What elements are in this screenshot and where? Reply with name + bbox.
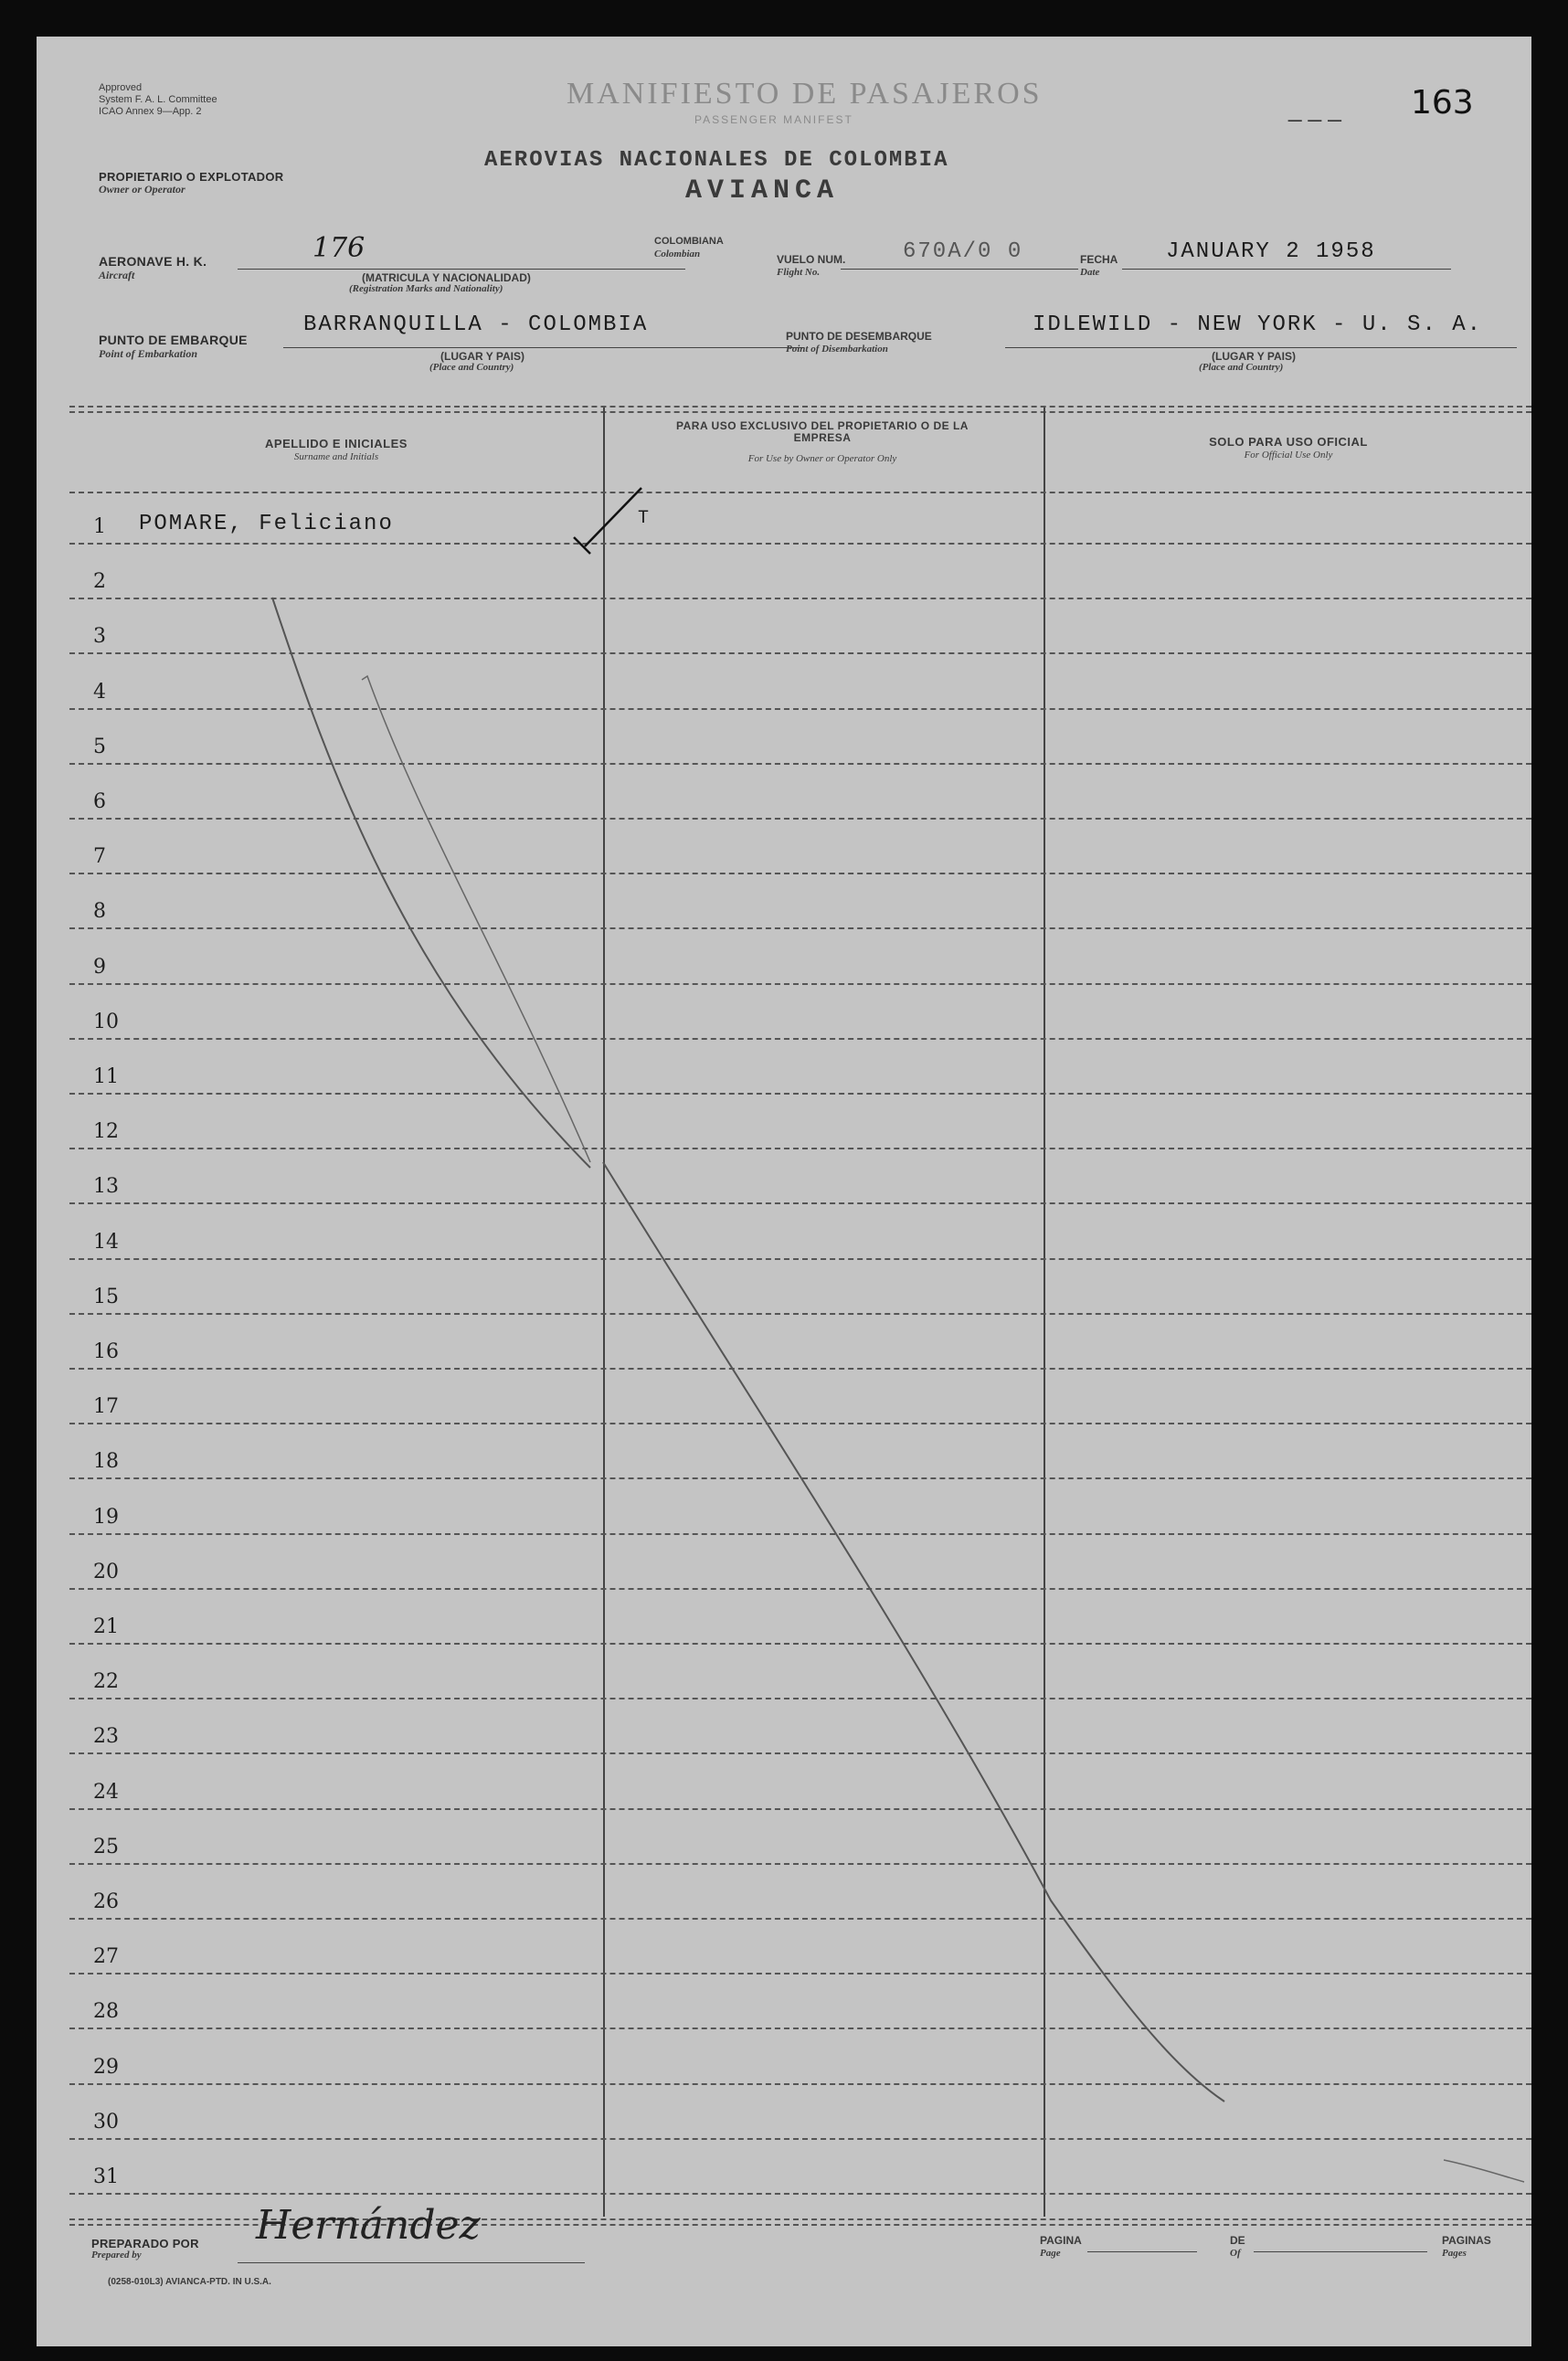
row-number: 27: [93, 1945, 119, 1968]
row-number: 5: [93, 736, 106, 758]
row-number: 31: [93, 2165, 119, 2188]
pages-label-en: Pages: [1442, 2248, 1467, 2259]
row-number: 6: [93, 790, 106, 813]
owner-column-header: PARA USO EXCLUSIVO DEL PROPIETARIO O DE LA EMPRESA: [676, 419, 969, 444]
embarkation-label: PUNTO DE EMBARQUE: [99, 333, 248, 347]
row-number: 7: [93, 845, 106, 868]
approval-line-2: System F. A. L. Committee: [99, 94, 217, 105]
disembarkation-caption-en: (Place and Country): [1199, 362, 1284, 373]
row-number: 15: [93, 1286, 119, 1308]
page-label: PAGINA: [1040, 2234, 1082, 2247]
check-mark: [585, 488, 641, 546]
disembarkation-label-en: Point of Disembarkation: [786, 344, 888, 355]
flight-label-en: Flight No.: [777, 267, 821, 278]
manifest-title: MANIFIESTO DE PASAJEROS: [567, 77, 1043, 111]
row-number: 21: [93, 1615, 119, 1638]
row-number: 23: [93, 1725, 119, 1748]
manifest-sheet: [37, 37, 1531, 2346]
flight-label: VUELO NUM.: [777, 253, 846, 266]
owner-column-header-en: For Use by Owner or Operator Only: [747, 453, 897, 464]
approval-line-1: Approved: [99, 82, 143, 93]
page-number: 163: [1411, 84, 1474, 122]
disembarkation-value: IDLEWILD - NEW YORK - U. S. A.: [1033, 312, 1483, 337]
prepared-by-label-en: Prepared by: [91, 2250, 142, 2260]
row-number: 25: [93, 1836, 119, 1858]
row-number: 2: [93, 570, 106, 593]
operator-name: AEROVIAS NACIONALES DE COLOMBIA: [484, 148, 949, 173]
cancel-stroke-3: [603, 1162, 1224, 2102]
embarkation-label-en: Point of Embarkation: [99, 347, 198, 360]
passenger-name: POMARE, Feliciano: [139, 512, 394, 536]
row-number: 14: [93, 1231, 119, 1254]
row-number: 28: [93, 2000, 119, 2023]
of-label: DE: [1230, 2234, 1245, 2247]
row-number: 10: [93, 1011, 119, 1033]
operator-label-en: Owner or Operator: [99, 183, 185, 196]
row-number: 13: [93, 1175, 119, 1198]
row-number: 26: [93, 1890, 119, 1913]
preparer-signature: Hernández: [256, 2202, 481, 2249]
row-number: 3: [93, 625, 106, 648]
cancel-stroke-1: [272, 598, 590, 1168]
row-number: 24: [93, 1781, 119, 1804]
disembarkation-label: PUNTO DE DESEMBARQUE: [786, 330, 932, 343]
row-number: 29: [93, 2056, 119, 2079]
nationality: COLOMBIANA: [654, 236, 724, 247]
row-number: 4: [93, 681, 106, 704]
page-label-en: Page: [1040, 2248, 1061, 2259]
row-number: 12: [93, 1120, 119, 1143]
name-column-header: APELLIDO E INICIALES: [265, 437, 408, 450]
flight-date: JANUARY 2 1958: [1166, 239, 1376, 264]
prepared-by-label: PREPARADO POR: [91, 2237, 199, 2250]
name-column-header-en: Surname and Initials: [293, 451, 379, 462]
row-number: 20: [93, 1561, 119, 1583]
aircraft-label-en: Aircraft: [99, 269, 135, 281]
official-column-header: SOLO PARA USO OFICIAL: [1209, 435, 1368, 449]
print-code: (0258-010L3) AVIANCA-PTD. IN U.S.A.: [108, 2277, 271, 2287]
row-number: 17: [93, 1395, 119, 1418]
embarkation-value: BARRANQUILLA - COLOMBIA: [303, 312, 649, 337]
pages-label: PAGINAS: [1442, 2234, 1491, 2247]
row-number: 9: [93, 956, 106, 979]
nationality-en: Colombian: [654, 249, 701, 259]
row-number: 11: [93, 1065, 119, 1088]
operator-name-short: AVIANCA: [685, 175, 840, 206]
row-number: 19: [93, 1506, 119, 1529]
page-number-dash: _ _ _: [1288, 95, 1341, 122]
manifest-subtitle: PASSENGER MANIFEST: [694, 113, 853, 126]
cancellation-strokes: [37, 37, 1531, 2346]
row-number: 22: [93, 1670, 119, 1693]
aircraft-caption-en: (Registration Marks and Nationality): [349, 283, 503, 294]
row-number: 16: [93, 1340, 119, 1363]
aircraft-caption: (MATRICULA Y NACIONALIDAD): [362, 271, 531, 284]
row-number: 18: [93, 1450, 119, 1473]
date-label-en: Date: [1080, 267, 1100, 278]
official-column-header-en: For Official Use Only: [1244, 450, 1333, 461]
date-label: FECHA: [1080, 253, 1118, 266]
embarkation-caption: (LUGAR Y PAIS): [440, 350, 525, 363]
embarkation-caption-en: (Place and Country): [429, 362, 514, 373]
row-number: 1: [93, 515, 106, 538]
approval-line-3: ICAO Annex 9—App. 2: [99, 106, 202, 117]
operator-label: PROPIETARIO O EXPLOTADOR: [99, 170, 284, 184]
owner-mark: T: [638, 508, 652, 529]
aircraft-label: AERONAVE H. K.: [99, 254, 207, 269]
row-number: 30: [93, 2111, 119, 2133]
flight-number: 670A/0 0: [903, 239, 1023, 264]
aircraft-registration: 176: [313, 232, 366, 264]
disembarkation-caption: (LUGAR Y PAIS): [1212, 350, 1297, 363]
cancel-stroke-2: [362, 676, 590, 1162]
of-label-en: Of: [1230, 2248, 1241, 2259]
row-number: 8: [93, 900, 106, 923]
